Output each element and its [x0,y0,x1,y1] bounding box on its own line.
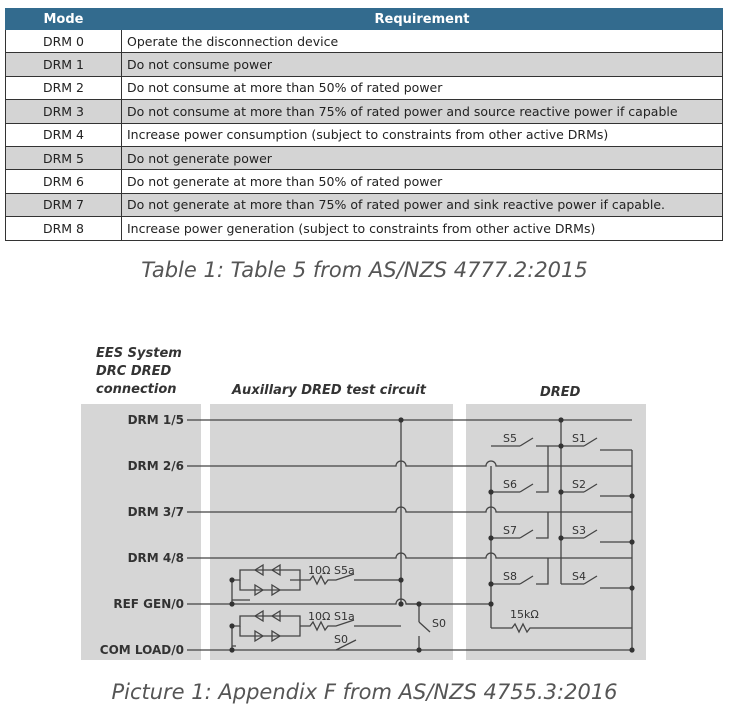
picture-caption: Picture 1: Appendix F from AS/NZS 4755.3:2016 [111,680,618,704]
dred-panel [466,404,646,660]
mode-cell: DRM 3 [6,100,122,123]
switch-label: S1 [572,432,586,445]
switch-label: S5 [503,432,517,445]
requirement-cell: Do not consume at more than 75% of rated power and source reactive power if capable [122,100,723,123]
switch-s1a-label: S1a [334,610,355,623]
aux-test-circuit-title: Auxillary DRED test circuit [232,383,426,398]
ees-title-line: EES System [96,346,182,361]
mode-cell: DRM 1 [6,53,122,76]
aux-panel [210,404,453,660]
label-drm15: DRM 1/5 [127,413,184,427]
resistor-10-lower-label: 10Ω [308,610,331,623]
label-refgen: REF GEN/0 [113,597,184,611]
label-comload: COM LOAD/0 [99,643,184,657]
label-drm37: DRM 3/7 [127,505,184,519]
requirement-cell: Do not generate power [122,146,723,169]
dred-title: DRED [540,385,581,400]
mode-cell: DRM 5 [6,146,122,169]
ees-panel [81,404,201,660]
requirement-cell: Increase power consumption (subject to constraints from other active DRMs) [122,123,723,146]
resistor-15k-label: 15kΩ [510,608,539,621]
ees-title-line: DRC DRED [96,364,172,379]
resistor-10-upper-label: 10Ω [308,564,331,577]
switch-label: S2 [572,478,586,491]
mode-cell: DRM 7 [6,193,122,216]
header-requirement: Requirement [122,9,723,30]
requirement-cell: Operate the disconnection device [122,30,723,53]
switch-label: S8 [503,570,517,583]
switch-s0-label: S0 [432,617,446,630]
switch-label: S3 [572,524,586,537]
requirement-cell: Increase power generation (subject to constraints from other active DRMs) [122,217,723,240]
mode-cell: DRM 0 [6,30,122,53]
ees-title-line: connection [96,382,177,397]
switch-s0-lower-label: S0 [334,633,348,646]
requirement-cell: Do not generate at more than 75% of rated power and sink reactive power if capable. [122,193,723,216]
label-drm26: DRM 2/6 [127,459,184,473]
mode-cell: DRM 6 [6,170,122,193]
mode-cell: DRM 4 [6,123,122,146]
mode-cell: DRM 8 [6,217,122,240]
switch-s5a-label: S5a [334,564,355,577]
requirement-cell: Do not consume power [122,53,723,76]
table-caption: Table 1: Table 5 from AS/NZS 4777.2:2015 [141,258,588,282]
switch-label: S4 [572,570,586,583]
requirement-cell: Do not generate at more than 50% of rated power [122,170,723,193]
switch-label: S6 [503,478,517,491]
switch-label: S7 [503,524,517,537]
mode-cell: DRM 2 [6,76,122,99]
requirement-cell: Do not consume at more than 50% of rated power [122,76,723,99]
header-mode: Mode [6,9,122,30]
label-drm48: DRM 4/8 [127,551,184,565]
